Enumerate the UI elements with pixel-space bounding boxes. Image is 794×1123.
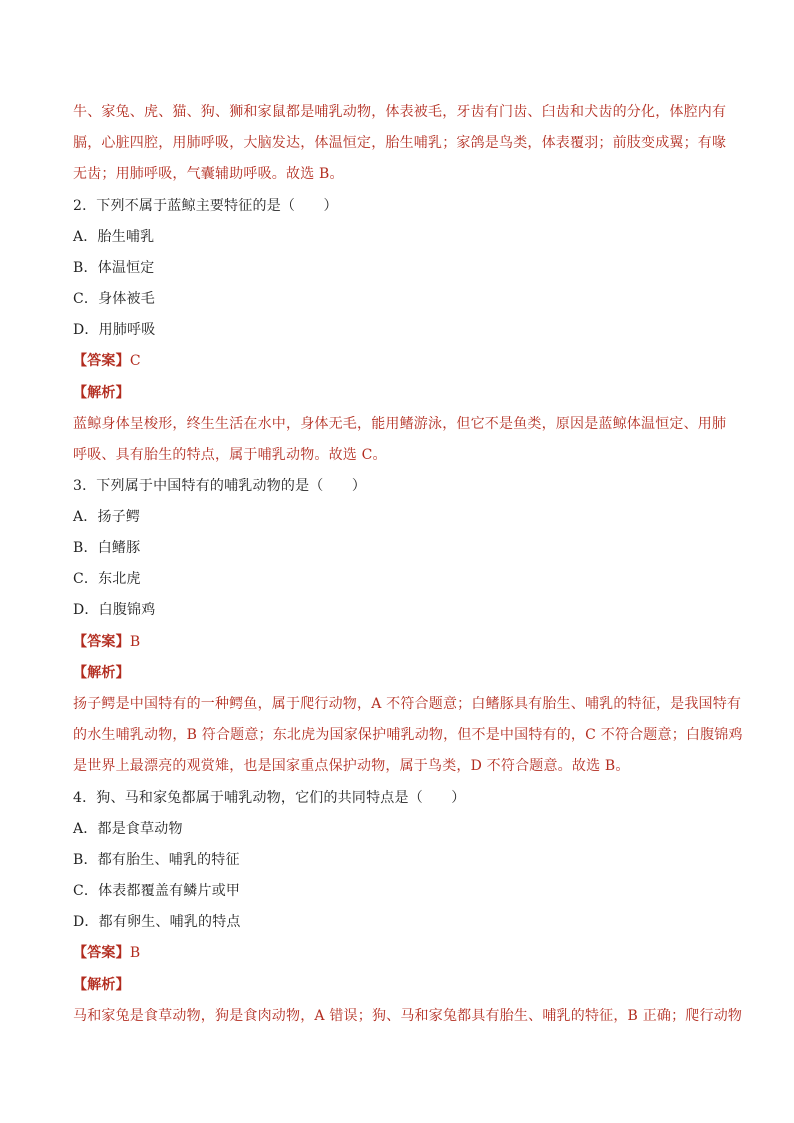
analysis-line: 牛、家兔、虎、猫、狗、狮和家鼠都是哺乳动物，体表被毛，牙齿有门齿、臼齿和犬齿的分化，体腔内有	[73, 104, 727, 120]
analysis-line: 是世界上最漂亮的观赏雉，也是国家重点保护动物，属于鸟类，D 不符合题意。故选 B。	[73, 758, 630, 774]
analysis-line: 扬子鳄是中国特有的一种鳄鱼，属于爬行动物，A 不符合题意；白鳍豚具有胎生、哺乳的特征，是我国特有	[73, 696, 742, 712]
analysis-line: 的水生哺乳动物，B 符合题意；东北虎为国家保护哺乳动物，但不是中国特有的，C 不符合题意；白腹锦鸡	[73, 727, 743, 743]
analysis-label: 【解析】	[73, 385, 130, 401]
option-b: B．都有胎生、哺乳的特征	[73, 852, 240, 868]
option-c: C．体表都覆盖有鳞片或甲	[73, 883, 241, 899]
answer-value: C	[129, 353, 141, 369]
answer-line	[73, 944, 140, 962]
option-b: B．白鳍豚	[73, 540, 141, 556]
analysis-line: 无齿；用肺呼吸，气囊辅助呼吸。故选 B。	[73, 166, 344, 182]
answer-label: 【答案】	[73, 945, 130, 961]
analysis-line: 马和家兔是食草动物，狗是食肉动物，A 错误；狗、马和家兔都具有胎生、哺乳的特征，B 正确；爬行动物	[73, 1008, 743, 1024]
answer-label: 【答案】	[73, 353, 130, 369]
answer-line	[73, 633, 140, 651]
question-stem: 2．下列不属于蓝鲸主要特征的是（ ）	[73, 198, 338, 214]
question-stem: 4．狗、马和家兔都属于哺乳动物，它们的共同特点是（ ）	[73, 790, 466, 806]
answer-label: 【答案】	[73, 634, 130, 650]
analysis-line: 膈，心脏四腔，用肺呼吸，大脑发达，体温恒定，胎生哺乳；家鸽是鸟类，体表覆羽；前肢变成翼；有喙	[73, 135, 727, 151]
option-c: C．东北虎	[73, 571, 141, 587]
option-d: D．白腹锦鸡	[73, 602, 156, 618]
option-d: D．都有卵生、哺乳的特点	[73, 914, 241, 930]
option-b: B．体温恒定	[73, 260, 155, 276]
analysis-line: 呼吸、具有胎生的特点，属于哺乳动物。故选 C。	[73, 447, 387, 463]
option-a: A．都是食草动物	[73, 821, 183, 837]
answer-value: B	[129, 634, 141, 650]
analysis-line: 蓝鲸身体呈梭形，终生生活在水中，身体无毛，能用鳍游泳，但它不是鱼类，原因是蓝鲸体温恒定、用肺	[73, 416, 727, 432]
option-d: D．用肺呼吸	[73, 322, 156, 338]
option-a: A．胎生哺乳	[73, 229, 155, 245]
option-a: A．扬子鳄	[73, 509, 141, 525]
analysis-label: 【解析】	[73, 665, 130, 681]
question-stem: 3．下列属于中国特有的哺乳动物的是（ ）	[73, 478, 367, 494]
answer-value: B	[129, 945, 141, 961]
answer-line	[73, 352, 141, 370]
analysis-label: 【解析】	[73, 977, 130, 993]
option-c: C．身体被毛	[73, 291, 155, 307]
